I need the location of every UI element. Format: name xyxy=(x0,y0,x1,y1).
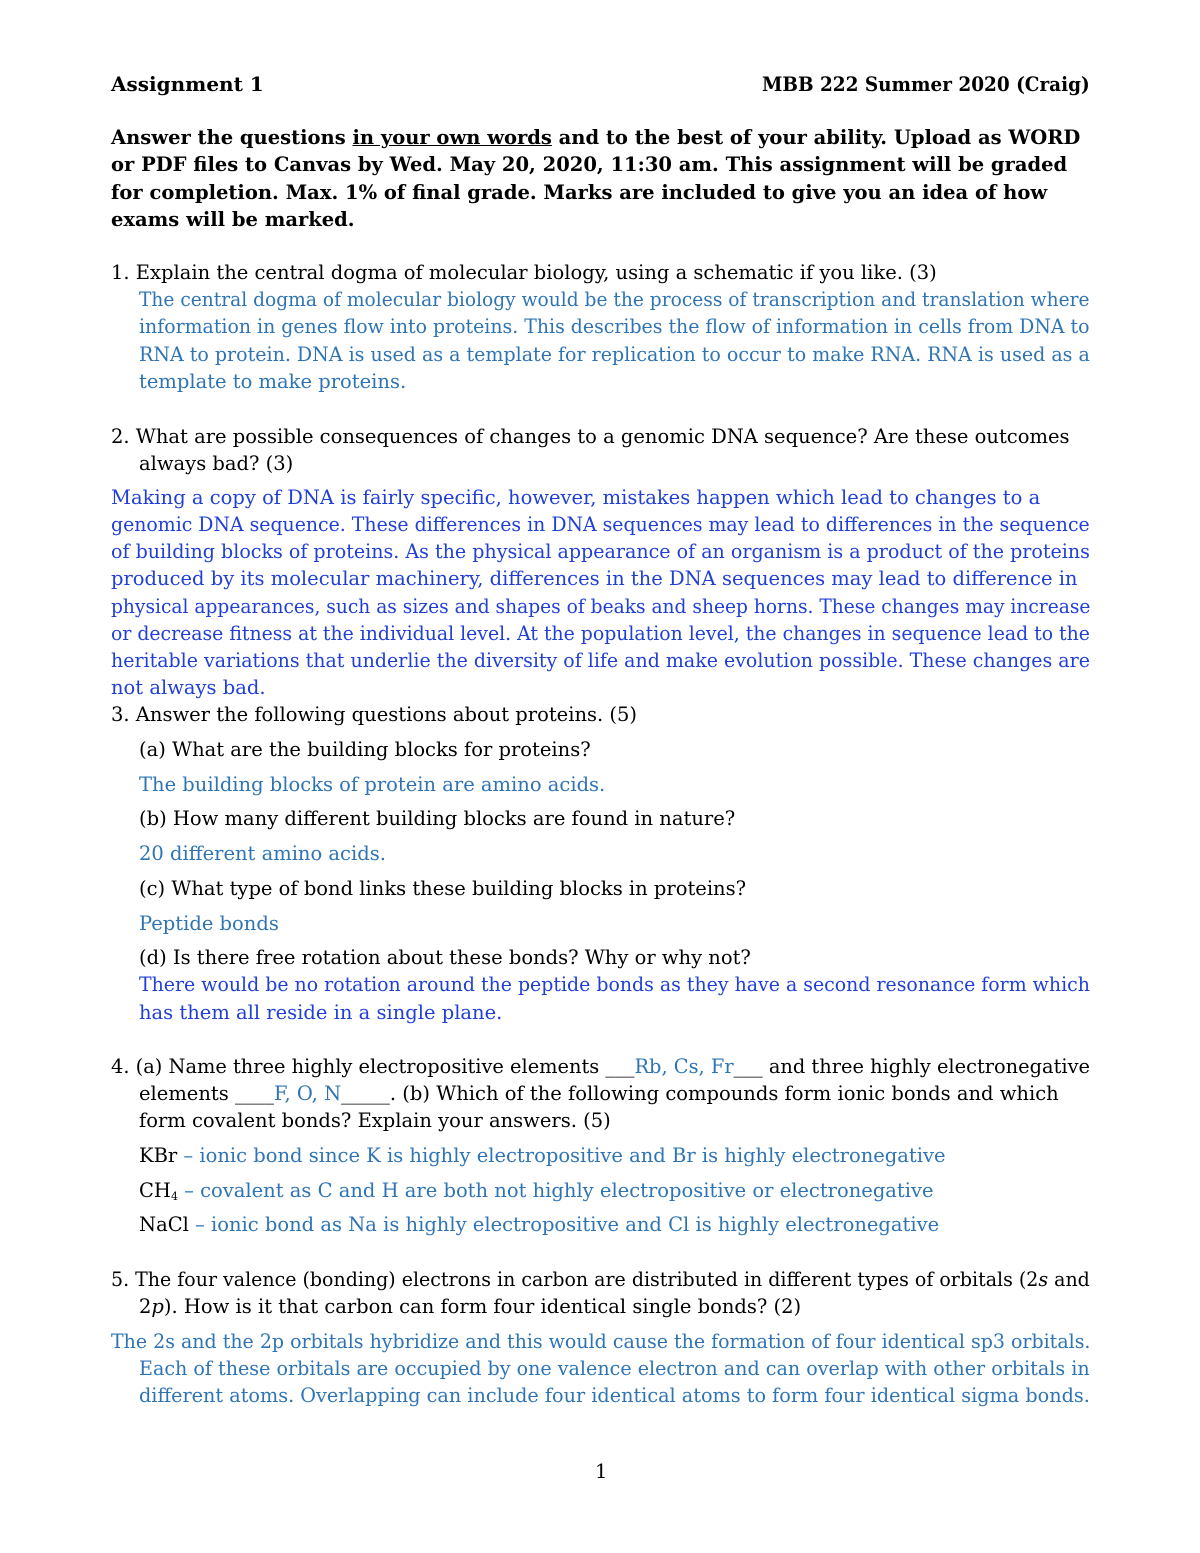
instructions-pre: Answer the questions xyxy=(111,126,353,149)
q5-s-italic: s xyxy=(1038,1268,1049,1291)
answer-4-kbr xyxy=(139,1144,946,1167)
q5-l2-post: ). How is it that carbon can form four identical single bonds? (2) xyxy=(163,1295,802,1318)
nacl-answer: – ionic bond as Na is highly electropositive and Cl is highly electronegative xyxy=(188,1213,940,1236)
instructions xyxy=(111,124,1091,233)
instructions-post: and to the best of your ability. Upload as WORD or PDF files to Canvas by Wed. May 20, 2020, 11:30 am. This assignment will be graded for completion. Max. 1% of final grade. Marks are included to give you an idea of how exams will be marked. xyxy=(111,126,1081,231)
course-title: MBB 222 Summer 2020 (Craig) xyxy=(762,72,1090,96)
question-4-line-1 xyxy=(111,1055,1090,1078)
answer-2-line-8: not always bad. xyxy=(111,676,266,699)
nacl-label: NaCl xyxy=(139,1213,189,1236)
answer-4a-electronegative: F, O, N xyxy=(273,1082,342,1105)
answer-2-line-2: genomic DNA sequence. These differences in DNA sequences may lead to differences in the sequence xyxy=(111,513,1090,536)
question-1: 1. Explain the central dogma of molecular biology, using a schematic if you like. (3) xyxy=(111,261,937,284)
question-4-line-2 xyxy=(139,1082,1059,1105)
answer-2-line-3: of building blocks of proteins. As the physical appearance of an organism is a product of the proteins xyxy=(111,540,1090,563)
ch4-subscript: 4 xyxy=(170,1190,178,1203)
question-3d: (d) Is there free rotation about these bonds? Why or why not? xyxy=(139,946,751,969)
question-4-line-3: form covalent bonds? Explain your answers. (5) xyxy=(139,1109,611,1132)
answer-1-line-1: The central dogma of molecular biology would be the process of transcription and translation where xyxy=(139,288,1090,311)
answer-3d-line-1: There would be no rotation around the peptide bonds as they have a second resonance form which xyxy=(139,973,1090,996)
answer-4a-electropositive: Rb, Cs, Fr xyxy=(634,1055,734,1078)
page-number: 1 xyxy=(595,1460,608,1483)
question-3c: (c) What type of bond links these building blocks in proteins? xyxy=(139,877,747,900)
q5-l1-pre: 5. The four valence (bonding) electrons in carbon are distributed in different types of orbitals (2 xyxy=(111,1268,1039,1291)
question-3a: (a) What are the building blocks for proteins? xyxy=(139,738,591,761)
answer-5-line-2: Each of these orbitals are occupied by one valence electron and can overlap with other orbitals in xyxy=(139,1357,1090,1380)
q4-l2-post: _____. (b) Which of the following compounds form ionic bonds and which xyxy=(341,1082,1059,1105)
ch4-label: CH xyxy=(139,1179,171,1202)
answer-1-line-3: RNA to protein. DNA is used as a template for replication to occur to make RNA. RNA is used as a xyxy=(139,343,1090,366)
kbr-answer: – ionic bond since K is highly electropositive and Br is highly electronegative xyxy=(177,1144,946,1167)
q4-l1-pre: 4. (a) Name three highly electropositive elements ___ xyxy=(111,1055,635,1078)
answer-2-line-7: heritable variations that underlie the diversity of life and make evolution possible. These changes are xyxy=(111,649,1090,672)
answer-1-line-4: template to make proteins. xyxy=(139,370,407,393)
question-2-line-1: 2. What are possible consequences of changes to a genomic DNA sequence? Are these outcomes xyxy=(111,425,1070,448)
answer-5-line-3: different atoms. Overlapping can include four identical atoms to form four identical sigma bonds. xyxy=(139,1384,1090,1407)
q5-l2-pre: 2 xyxy=(139,1295,152,1318)
answer-2-line-6: or decrease fitness at the individual level. At the population level, the changes in sequence lead to the xyxy=(111,622,1090,645)
q4-l1-post: ___ and three highly electronegative xyxy=(733,1055,1090,1078)
assignment-title: Assignment 1 xyxy=(111,72,264,96)
question-5-line-2 xyxy=(139,1295,801,1318)
answer-3c: Peptide bonds xyxy=(139,912,279,935)
answer-4-ch4 xyxy=(139,1179,934,1203)
answer-1-line-2: information in genes flow into proteins. This describes the flow of information in cells from DNA to xyxy=(139,315,1090,338)
question-3b: (b) How many different building blocks are found in nature? xyxy=(139,807,736,830)
answer-2-line-4: produced by its molecular machinery, differences in the DNA sequences may lead to difference in xyxy=(111,567,1078,590)
question-2-line-2: always bad? (3) xyxy=(139,452,294,475)
q4-l2-pre: elements ____ xyxy=(139,1082,274,1105)
answer-3d-line-2: has them all reside in a single plane. xyxy=(139,1001,503,1024)
q5-p-italic: p xyxy=(151,1295,164,1318)
question-5-line-1 xyxy=(111,1268,1090,1291)
instructions-underlined: in your own words xyxy=(352,126,552,149)
q5-l1-post: and xyxy=(1048,1268,1090,1291)
ch4-answer: – covalent as C and H are both not highly electropositive or electronegative xyxy=(177,1179,934,1202)
answer-2-line-5: physical appearances, such as sizes and shapes of beaks and sheep horns. These changes may increase xyxy=(111,595,1091,618)
answer-2-line-1: Making a copy of DNA is fairly specific, however, mistakes happen which lead to changes to a xyxy=(111,486,1041,509)
answer-3a: The building blocks of protein are amino acids. xyxy=(139,773,606,796)
answer-4-nacl xyxy=(139,1213,939,1236)
question-3: 3. Answer the following questions about proteins. (5) xyxy=(111,703,638,726)
answer-3b: 20 different amino acids. xyxy=(139,842,386,865)
kbr-label: KBr xyxy=(139,1144,178,1167)
answer-5-line-1: The 2s and the 2p orbitals hybridize and this would cause the formation of four identical sp3 orbitals. xyxy=(111,1330,1091,1353)
